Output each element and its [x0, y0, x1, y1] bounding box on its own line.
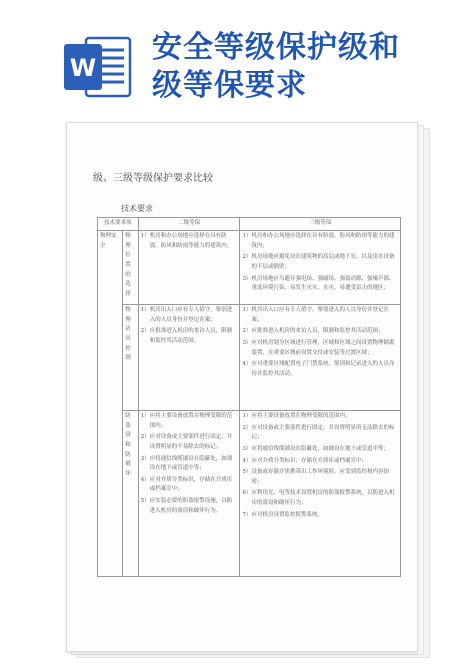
- requirement-text: 机房出入口应有专人值守，鉴别进入的人员身份并登记在案；: [149, 307, 233, 323]
- requirement-number: 1）: [140, 233, 150, 239]
- requirement-item: [242, 424, 398, 443]
- requirement-text: 应对设备或主要部件进行固定，并设置明显的无法除去的标记；: [251, 424, 395, 441]
- header-banner: [0, 0, 474, 110]
- table-category-label: 物理安全: [100, 233, 117, 249]
- requirement-item: [141, 455, 238, 474]
- table-header-level3: 三级等保: [240, 218, 401, 231]
- page-title-line1: 安全等级保护级和: [152, 30, 400, 65]
- requirement-number: 5）: [242, 469, 252, 476]
- level3-cell: [240, 231, 401, 305]
- requirement-number: 2）: [140, 328, 150, 335]
- table-sub-cell: [122, 305, 138, 411]
- requirement-number: 2）: [242, 254, 252, 261]
- requirement-item: [242, 511, 398, 521]
- requirement-item: [242, 412, 398, 422]
- table-header-item: 技术要求项: [98, 218, 139, 231]
- document-subheading: 技术要求: [121, 204, 153, 213]
- level3-list: [242, 412, 398, 520]
- document-page: [66, 122, 418, 652]
- requirement-item: [242, 253, 398, 272]
- requirement-number: 4）: [242, 361, 252, 368]
- requirement-text: 应对设备或主要部件进行固定，并设置明显的不易除去的标记；: [149, 434, 233, 450]
- table-row: [98, 305, 401, 411]
- requirement-number: 1）: [242, 233, 252, 239]
- requirement-number: 4）: [140, 476, 150, 483]
- requirement-number: 1）: [140, 307, 150, 313]
- requirement-text: 应将主要设备放置在物理受限的范围内；: [251, 413, 351, 419]
- requirement-text: 机房场地应当避开强电场、强磁场、强震动源、强噪声源、重度环境污染、易发生火灾、水灾，易遭受雷击的地区；: [251, 275, 395, 292]
- word-document-icon: [64, 36, 132, 98]
- requirement-number: 2）: [140, 434, 150, 441]
- requirement-number: 2）: [242, 424, 252, 431]
- level2-list: [141, 232, 238, 251]
- requirement-text: 应对介质分类标识，存储在介质库或档案室中；: [251, 457, 367, 464]
- requirement-item: [141, 497, 238, 516]
- requirement-text: 应批准进入机房的来访人员，限制和监控其活动范围。: [149, 328, 233, 344]
- requirement-item: [242, 468, 398, 487]
- table-sub-label: 物理访问控制: [125, 307, 131, 362]
- requirement-number: 3）: [140, 455, 150, 462]
- level3-cell: [240, 411, 401, 577]
- requirement-text: 应对机房设置监控报警系统。: [251, 511, 323, 518]
- requirement-item: [141, 327, 238, 346]
- requirement-number: 5）: [140, 498, 150, 504]
- requirement-number: 7）: [242, 511, 252, 518]
- requirement-text: 应将通信线缆铺设在隐蔽处，如铺设在地下或管道中等；: [149, 455, 233, 472]
- requirement-item: [141, 306, 238, 325]
- level2-cell: [138, 411, 240, 577]
- requirement-item: [242, 306, 398, 325]
- level3-cell: [240, 305, 401, 411]
- requirement-number: 1）: [140, 413, 150, 419]
- table-sub-cell: [122, 231, 138, 305]
- requirement-item: [141, 412, 238, 431]
- table-header-row: [98, 218, 401, 231]
- requirement-text: 机房和办公场地应选择在具有防震、防风和防雨等能力的建筑内。: [149, 233, 233, 249]
- level2-cell: [138, 231, 240, 305]
- requirement-item: [242, 360, 398, 379]
- requirement-number: 2）: [242, 328, 252, 335]
- requirement-number: 6）: [242, 490, 252, 497]
- table-row: [98, 231, 401, 305]
- requirement-number: 4）: [242, 457, 252, 464]
- table-category-cell: [98, 231, 123, 577]
- page-title-line2: 级等保要求: [152, 68, 307, 103]
- requirement-item: [141, 232, 238, 251]
- requirement-item: [242, 489, 398, 508]
- requirement-item: [242, 275, 398, 294]
- requirement-text: 机房出入口应有专人值守，鉴别进入的人员身份并登记在案；: [251, 307, 389, 323]
- document-heading: 级、三级等级保护要求比较: [93, 173, 213, 184]
- requirement-number: 3）: [242, 275, 252, 282]
- requirement-text: 应将通信线缆铺设在隐蔽处，如铺设在地下或管道中等；: [251, 445, 389, 452]
- requirement-text: 应对介质分类标识，存储在介质库或档案室中；: [149, 476, 233, 493]
- requirement-item: [242, 457, 398, 467]
- requirement-item: [242, 445, 398, 455]
- requirement-item: [141, 433, 238, 452]
- level2-list: [141, 306, 238, 347]
- requirement-number: 3）: [242, 445, 252, 452]
- table-sub-cell: [122, 411, 138, 577]
- table-sub-label: 物理位置的选择: [125, 233, 131, 297]
- requirement-text: 应将主要设备放置在物理受限的范围内；: [149, 413, 233, 429]
- table-header-level2: 二级等保: [138, 218, 240, 231]
- requirement-number: 1）: [242, 413, 252, 419]
- requirement-text: 应安装必要的防盗报警设施，以防进入机房的盗窃和破坏行为。: [149, 498, 233, 514]
- requirement-number: 1）: [242, 307, 252, 313]
- requirement-text: 机房场地应避免设在建筑物的高层或地下室，以及用水设备的下层或隔壁；: [251, 254, 395, 270]
- requirement-item: [141, 476, 238, 495]
- requirement-number: 3）: [242, 339, 252, 346]
- requirement-item: [242, 232, 398, 251]
- requirement-item: [242, 339, 398, 358]
- table-row: [98, 411, 401, 577]
- requirement-item: [242, 327, 398, 337]
- requirements-table: [97, 217, 401, 577]
- table-sub-label: 防盗窃和防破坏: [125, 413, 131, 477]
- level3-list: [242, 306, 398, 379]
- word-icon-letter: W: [69, 54, 97, 82]
- requirement-text: 机房和办公场地应选择在具有防震、防风和防雨等能力的建筑内；: [251, 233, 395, 249]
- level3-list: [242, 232, 398, 294]
- level2-list: [141, 412, 238, 516]
- requirement-text: 应对重要区域配置电子门禁系统，鉴别和记录进入的人员身份并监控其活动。: [251, 361, 395, 377]
- level2-cell: [138, 305, 240, 411]
- requirement-text: 应批准进入机房的来访人员，限制和监控其活动范围；: [251, 328, 384, 335]
- requirement-text: 应对机房划分区域进行管理，区域和区域之间设置物理隔离装置，在重要区域前设置交付或安装等过渡区域；: [251, 339, 395, 356]
- requirement-text: 应利用光、电等技术设置机房的防盗报警系统，以防进入机房的盗窃和破坏行为；: [251, 490, 395, 506]
- requirement-text: 设备或存储介质携带出工作环境时，应受到监控和内容加密；: [251, 469, 389, 485]
